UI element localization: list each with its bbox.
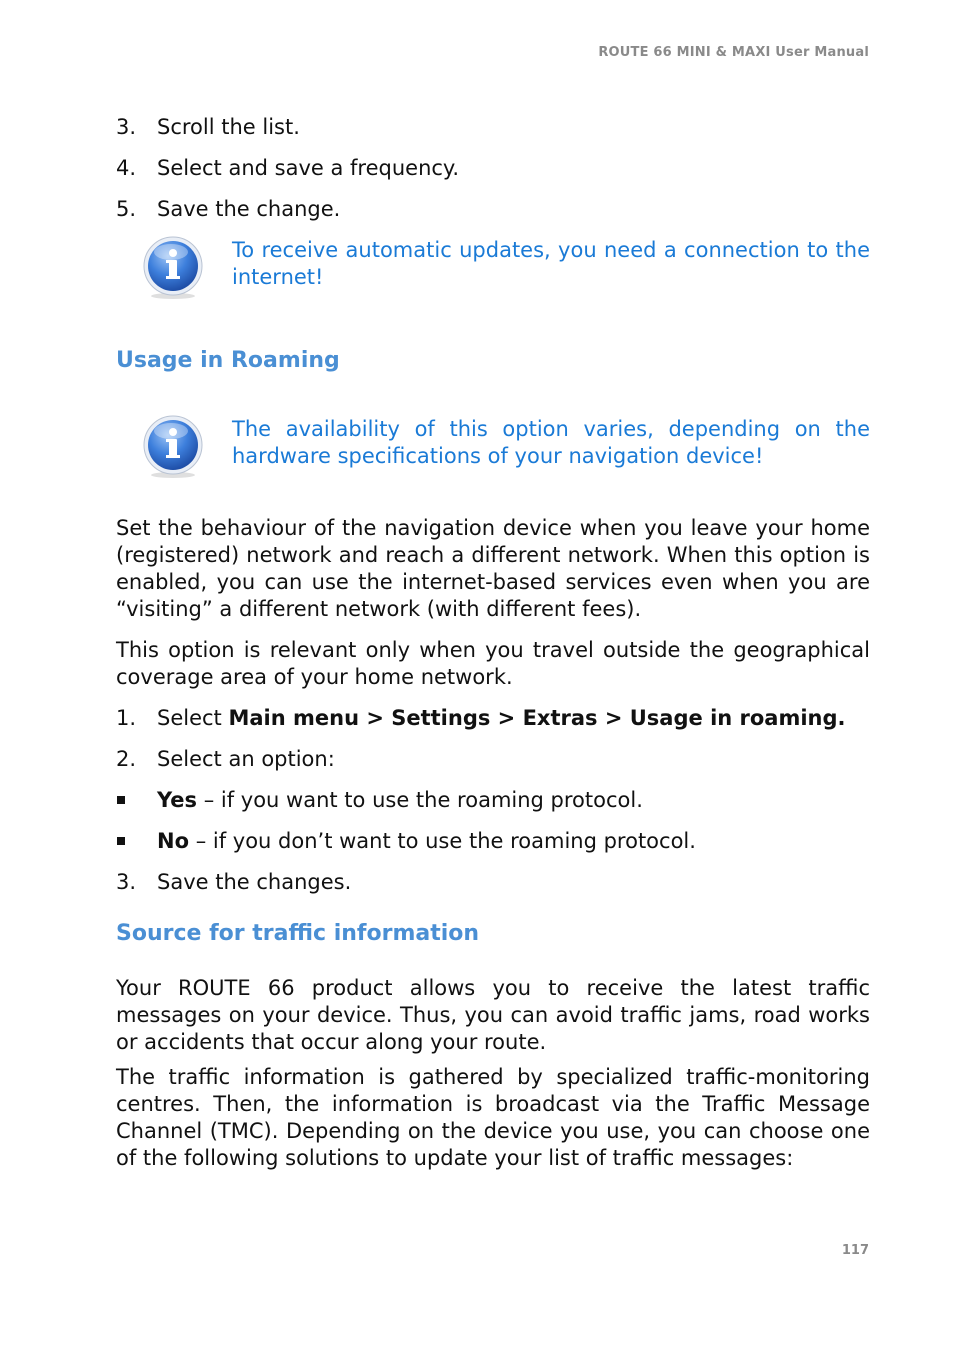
note-availability [116, 416, 870, 479]
step-3-scroll [116, 114, 870, 141]
option-no-description: – if you don’t want to use the roaming protocol. [189, 829, 696, 853]
page-content [116, 114, 870, 1186]
step-text-prefix: Select [157, 706, 229, 730]
menu-path: Main menu > Settings > Extras > Usage in roaming. [228, 706, 846, 730]
option-yes: Yes [157, 788, 198, 812]
step-1-select-menu [116, 705, 870, 732]
paragraph-roaming-relevance: This option is relevant only when you travel outside the geographical coverage area of your home network. [116, 638, 870, 689]
bullet-no [116, 828, 870, 855]
paragraph-roaming-behaviour: Set the behaviour of the navigation device when you leave your home (registered) network and reach a different network. When this option is enabled, you can use the internet-based services even when you are “visiting” a different network (with different fees). [116, 516, 870, 621]
note-text: To receive automatic updates, you need a connection to the internet! [232, 238, 870, 289]
section-heading-roaming: Usage in Roaming [116, 348, 340, 373]
step-4-select-frequency [116, 155, 870, 182]
paragraph-traffic-tmc: The traffic information is gathered by specialized traffic-monitoring centres. Then, the information is broadcast via the Traffic Message Channel (TMC). Depending on the device you use, you can choose one of the following solutions to update your list of traffic messages: [116, 1065, 870, 1170]
step-number: 3. [116, 115, 137, 139]
step-number: 5. [116, 197, 137, 221]
note-internet-connection [116, 237, 870, 300]
running-header: ROUTE 66 MINI & MAXI User Manual [598, 45, 869, 60]
option-yes-description: – if you want to use the roaming protocol. [197, 788, 643, 812]
square-bullet-icon [116, 787, 157, 814]
bullet-yes [116, 787, 870, 814]
note-text: The availability of this option varies, depending on the hardware specifications of your navigation device! [232, 417, 870, 468]
square-bullet-icon [116, 828, 157, 855]
step-number: 1. [116, 706, 137, 730]
page-number: 117 [841, 1243, 869, 1258]
step-number: 4. [116, 156, 137, 180]
step-text: Select and save a frequency. [157, 156, 460, 180]
option-no: No [157, 829, 190, 853]
step-text: Save the change. [157, 197, 341, 221]
step-text: Scroll the list. [157, 115, 300, 139]
bullet-text [157, 828, 870, 855]
step-text [157, 705, 870, 732]
step-number: 2. [116, 747, 137, 771]
step-3-save-changes [116, 869, 870, 896]
info-icon [141, 415, 205, 479]
bullet-text [157, 787, 870, 814]
paragraph-traffic-intro: Your ROUTE 66 product allows you to receive the latest traffic messages on your device. Thus, you can avoid traffic jams, road works or accidents that occur along your route. [116, 976, 870, 1054]
step-2-select-option [116, 746, 870, 773]
section-heading-traffic: Source for traffic information [116, 921, 480, 946]
step-text: Select an option: [157, 747, 335, 771]
step-text: Save the changes. [157, 870, 352, 894]
step-5-save [116, 196, 870, 223]
step-number: 3. [116, 870, 137, 894]
info-icon [141, 236, 205, 300]
